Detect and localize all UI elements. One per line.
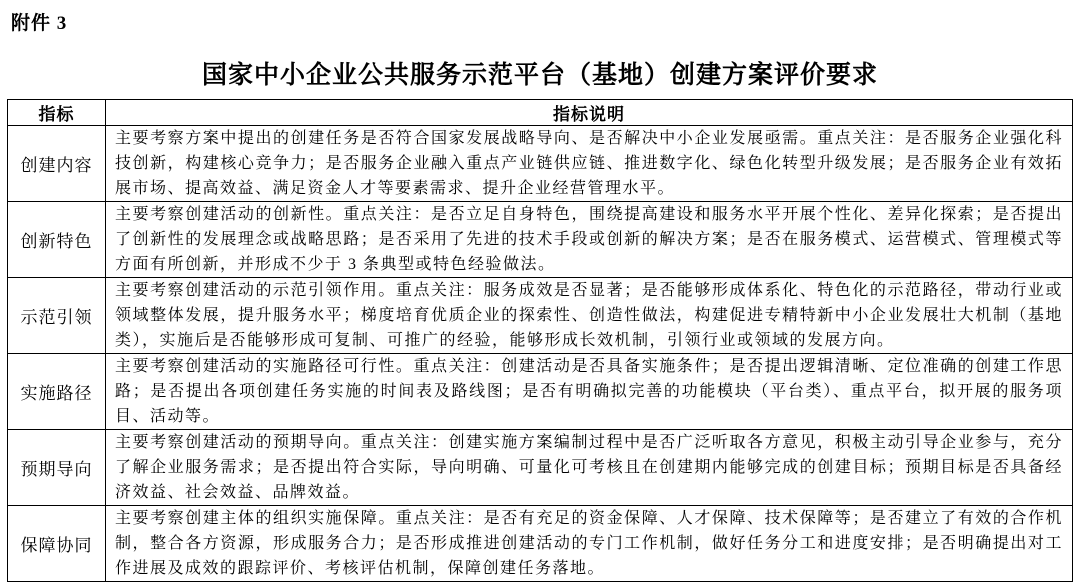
description-cell: 主要考察创建活动的预期导向。重点关注：创建实施方案编制过程中是否广泛听取各方意见，积极主动引导企业参与，充分了解企业服务需求；是否提出符合实际，导向明确、可量化可考核且在创建期内能够完成的创建目标；预期目标是否具备经济效益、社会效益、品牌效益。 <box>106 430 1073 506</box>
table-header-row <box>8 100 1073 126</box>
table-row <box>8 126 1073 202</box>
table-row <box>8 202 1073 278</box>
table-row <box>8 506 1073 582</box>
column-header-indicator: 指标 <box>8 100 106 126</box>
indicator-cell: 保障协同 <box>8 506 106 582</box>
indicator-cell: 预期导向 <box>8 430 106 506</box>
attachment-label: 附件 3 <box>11 13 68 34</box>
description-cell: 主要考察创建活动的实施路径可行性。重点关注：创建活动是否具备实施条件；是否提出逻辑清晰、定位准确的创建工作思路；是否提出各项创建任务实施的时间表及路线图；是否有明确拟完善的功能模块（平台类）、重点平台，拟开展的服务项目、活动等。 <box>106 354 1073 430</box>
column-header-description: 指标说明 <box>106 100 1073 126</box>
description-cell: 主要考察方案中提出的创建任务是否符合国家发展战略导向、是否解决中小企业发展亟需。重点关注：是否服务企业强化科技创新，构建核心竞争力；是否服务企业融入重点产业链供应链、推进数字化、绿色化转型升级发展；是否服务企业有效拓展市场、提高效益、满足资金人才等要素需求、提升企业经营管理水平。 <box>106 126 1073 202</box>
indicator-cell: 实施路径 <box>8 354 106 430</box>
description-cell: 主要考察创建活动的创新性。重点关注：是否立足自身特色，围绕提高建设和服务水平开展个性化、差异化探索；是否提出了创新性的发展理念或战略思路；是否采用了先进的技术手段或创新的解决方案；是否在服务模式、运营模式、管理模式等方面有所创新，并形成不少于 3 条典型或特色经验做法。 <box>106 202 1073 278</box>
page-title: 国家中小企业公共服务示范平台（基地）创建方案评价要求 <box>201 62 878 89</box>
evaluation-table <box>7 99 1073 582</box>
description-cell: 主要考察创建主体的组织实施保障。重点关注：是否有充足的资金保障、人才保障、技术保障等；是否建立了有效的合作机制，整合各方资源，形成服务合力；是否形成推进创建活动的专门工作机制，做好任务分工和进度安排；是否明确提出对工作进展及成效的跟踪评价、考核评估机制，保障创建任务落地。 <box>106 506 1073 582</box>
table-row <box>8 430 1073 506</box>
table-row <box>8 354 1073 430</box>
indicator-cell: 创建内容 <box>8 126 106 202</box>
table-row <box>8 278 1073 354</box>
indicator-cell: 示范引领 <box>8 278 106 354</box>
description-cell: 主要考察创建活动的示范引领作用。重点关注：服务成效是否显著；是否能够形成体系化、特色化的示范路径，带动行业或领域整体发展，提升服务水平；梯度培育优质企业的探索性、创造性做法，构建促进专精特新中小企业发展壮大机制（基地类），实施后是否能够形成可复制、可推广的经验，能够形成长效机制，引领行业或领域的发展方向。 <box>106 278 1073 354</box>
indicator-cell: 创新特色 <box>8 202 106 278</box>
